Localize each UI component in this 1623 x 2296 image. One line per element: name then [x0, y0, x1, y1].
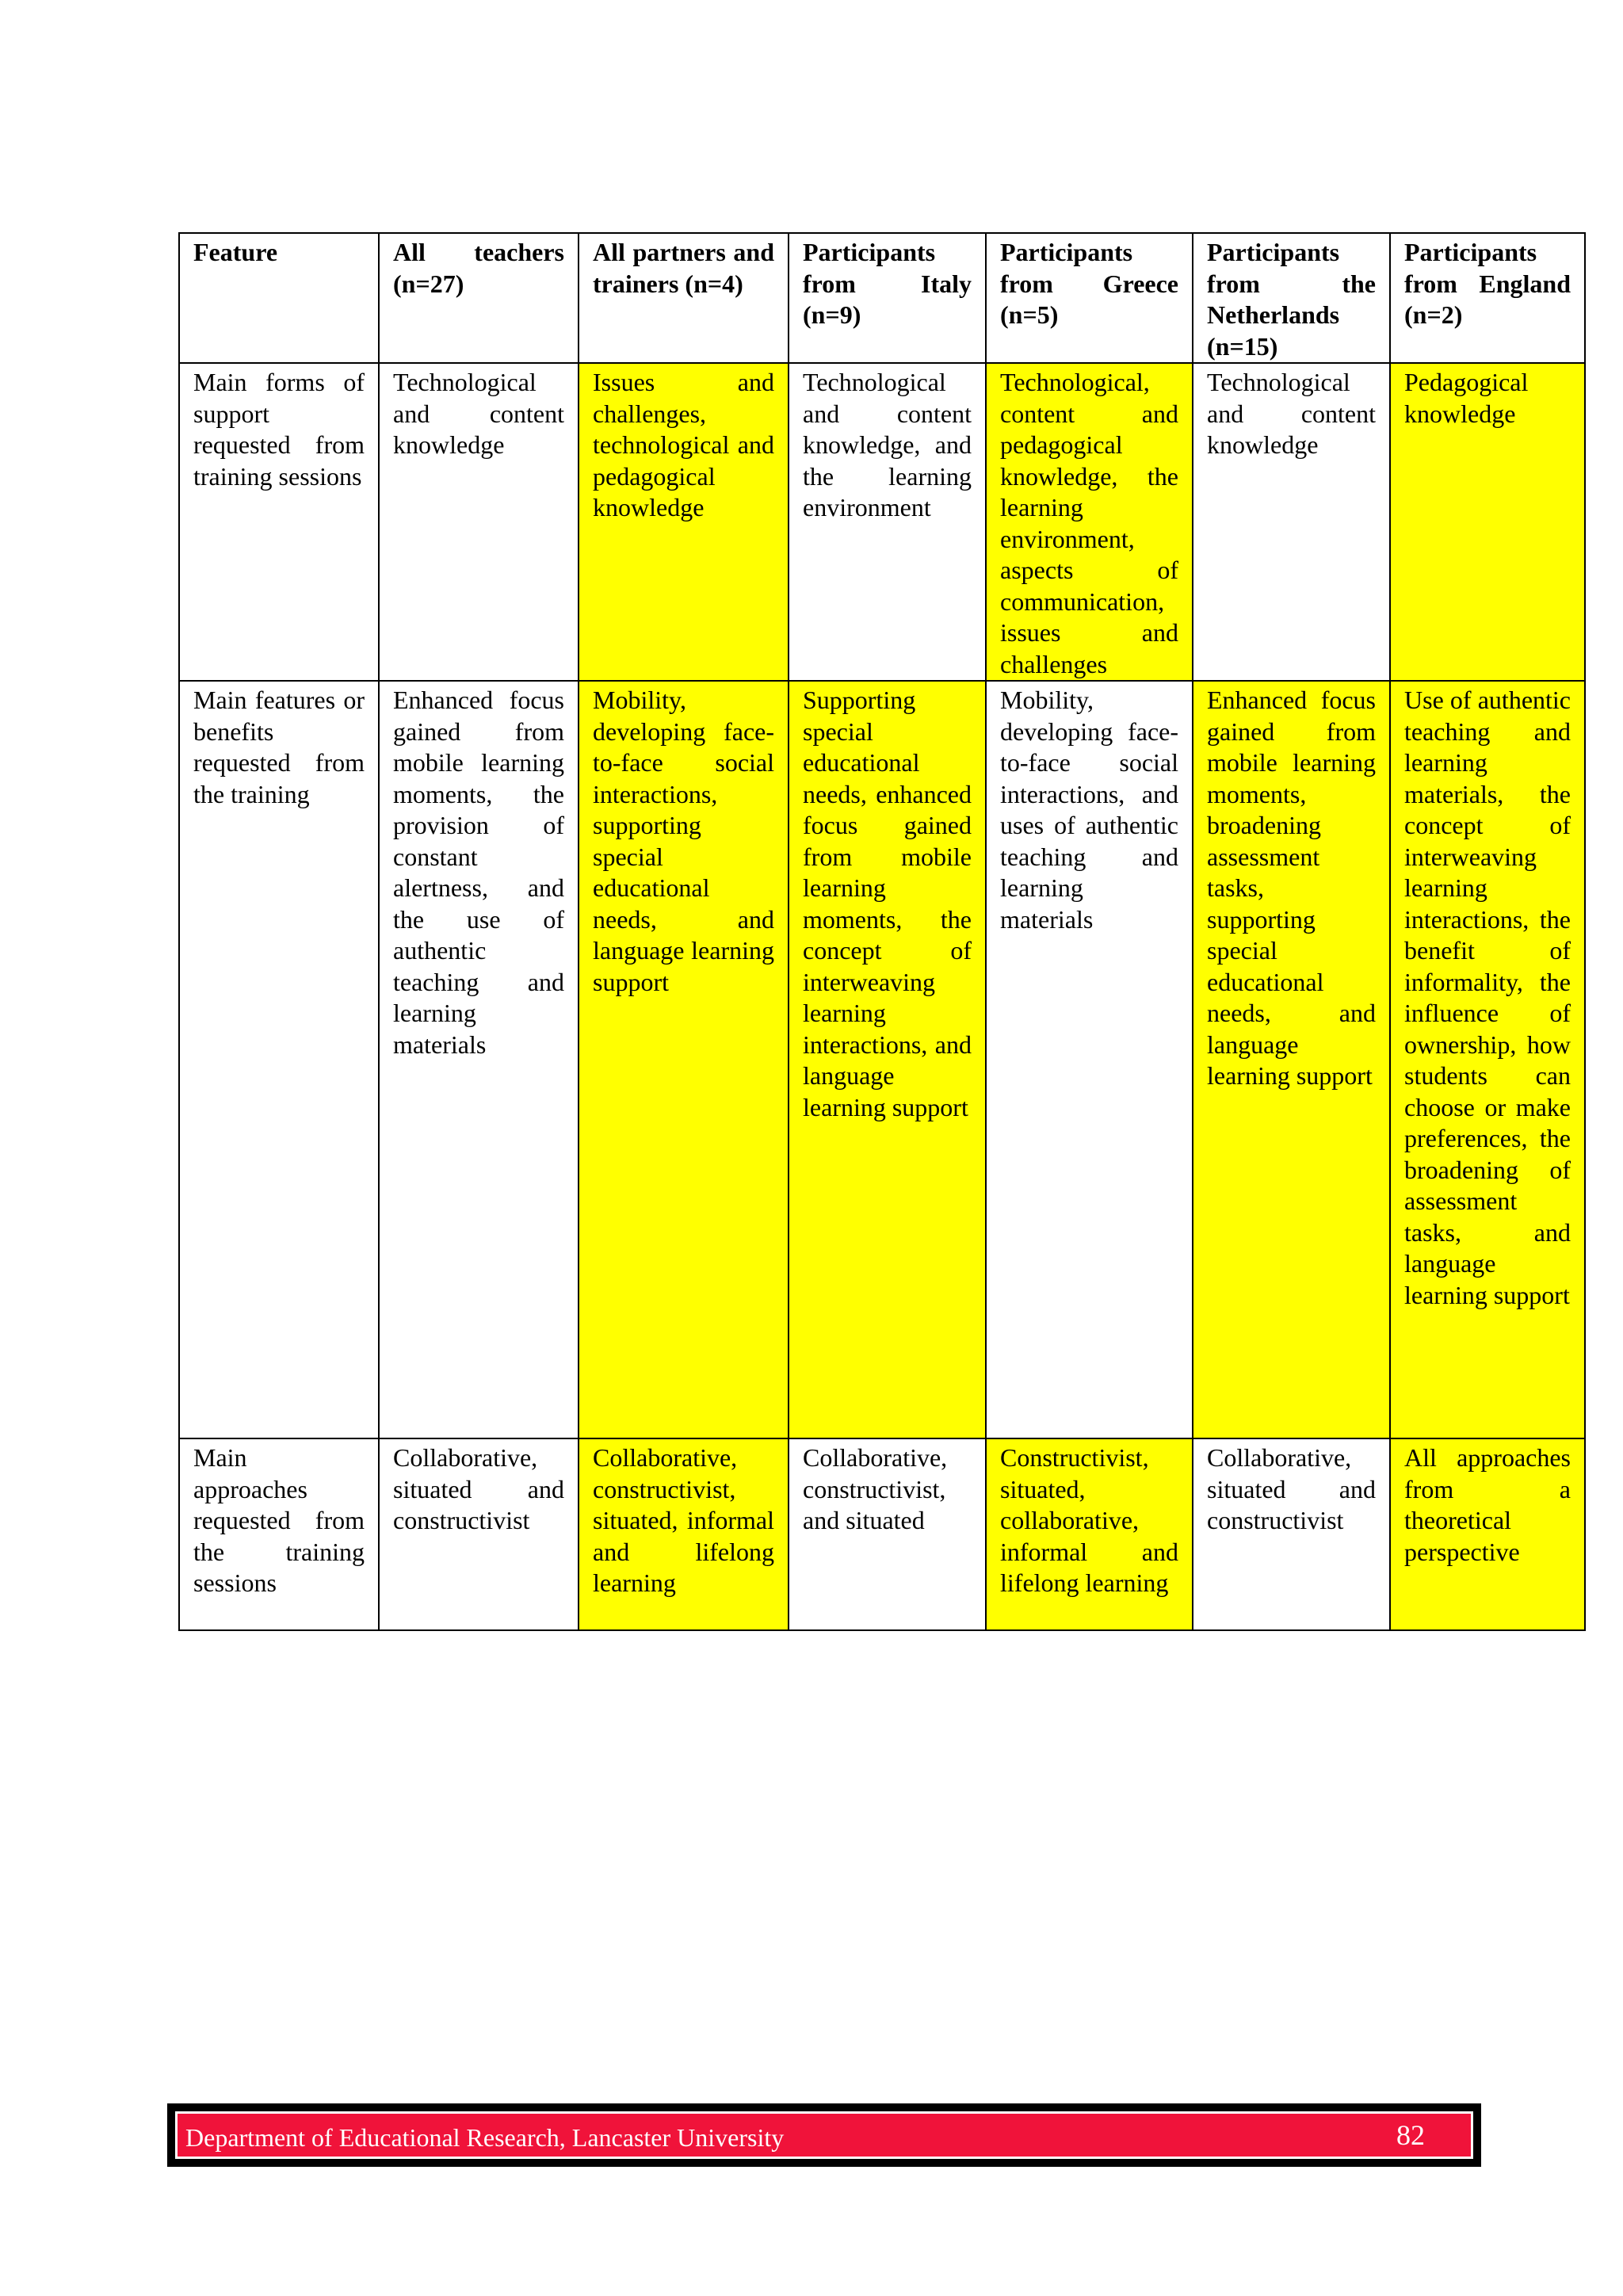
table-cell: Issues and challenges, technological and pedagogical knowledge [579, 363, 789, 681]
table-cell: Technological, content and pedagogical knowledge, the learning environment, aspects of communication, issues and challenges [986, 363, 1193, 681]
table-cell: Technological and content knowledge [1193, 363, 1390, 681]
table-row [179, 1438, 1585, 1630]
header-italy: Participants from Italy (n=9) [789, 233, 986, 363]
header-greece: Participants from Greece (n=5) [986, 233, 1193, 363]
table-cell: Supporting special educational needs, enhanced focus gained from mobile learning moments, the concept of interweaving learning interactions, and language learning support [789, 681, 986, 1438]
table-cell: Constructivist, situated, collaborative, informal and lifelong learning [986, 1438, 1193, 1630]
header-feature: Feature [179, 233, 379, 363]
comparison-table [178, 232, 1586, 1631]
table-cell: Mobility, developing face-to-face social interactions, supporting special educational needs, and language learning support [579, 681, 789, 1438]
table-cell: Collaborative, constructivist, situated, informal and lifelong learning [579, 1438, 789, 1630]
header-all-partners-trainers: All partners and trainers (n=4) [579, 233, 789, 363]
table-cell: Main features or benefits requested from the training [179, 681, 379, 1438]
table-cell: Technological and content knowledge [379, 363, 579, 681]
footer-band [175, 2111, 1473, 2159]
table-cell: Main forms of support requested from training sessions [179, 363, 379, 681]
table-header-row [179, 233, 1585, 363]
table-cell: Mobility, developing face-to-face social interactions, and uses of authentic teaching and learning materials [986, 681, 1193, 1438]
table-cell: Collaborative, constructivist, and situated [789, 1438, 986, 1630]
table-cell: Main approaches requested from the training sessions [179, 1438, 379, 1630]
table-cell: Enhanced focus gained from mobile learning moments, the provision of constant alertness, and the use of authentic teaching and learning materials [379, 681, 579, 1438]
table-cell: All approaches from a theoretical perspective [1390, 1438, 1585, 1630]
table-cell: Collaborative, situated and constructivist [1193, 1438, 1390, 1630]
footer-institution: Department of Educational Research, Lancaster University [185, 2123, 785, 2152]
page-number: 82 [1396, 2119, 1425, 2151]
table-cell: Pedagogical knowledge [1390, 363, 1585, 681]
table-cell: Collaborative, situated and constructivist [379, 1438, 579, 1630]
header-netherlands: Participants from the Netherlands (n=15) [1193, 233, 1390, 363]
header-england: Participants from England (n=2) [1390, 233, 1585, 363]
table-row [179, 681, 1585, 1438]
table-row [179, 363, 1585, 681]
page-footer [167, 2103, 1481, 2167]
table-cell: Technological and content knowledge, and the learning environment [789, 363, 986, 681]
header-all-teachers: All teachers (n=27) [379, 233, 579, 363]
table-cell: Use of authentic teaching and learning materials, the concept of interweaving learning interactions, the benefit of informality, the influence of ownership, how students can choose or make preferences, the broadening of assessment tasks, and language learning support [1390, 681, 1585, 1438]
table-cell: Enhanced focus gained from mobile learning moments, broadening assessment tasks, supporting special educational needs, and language learning support [1193, 681, 1390, 1438]
